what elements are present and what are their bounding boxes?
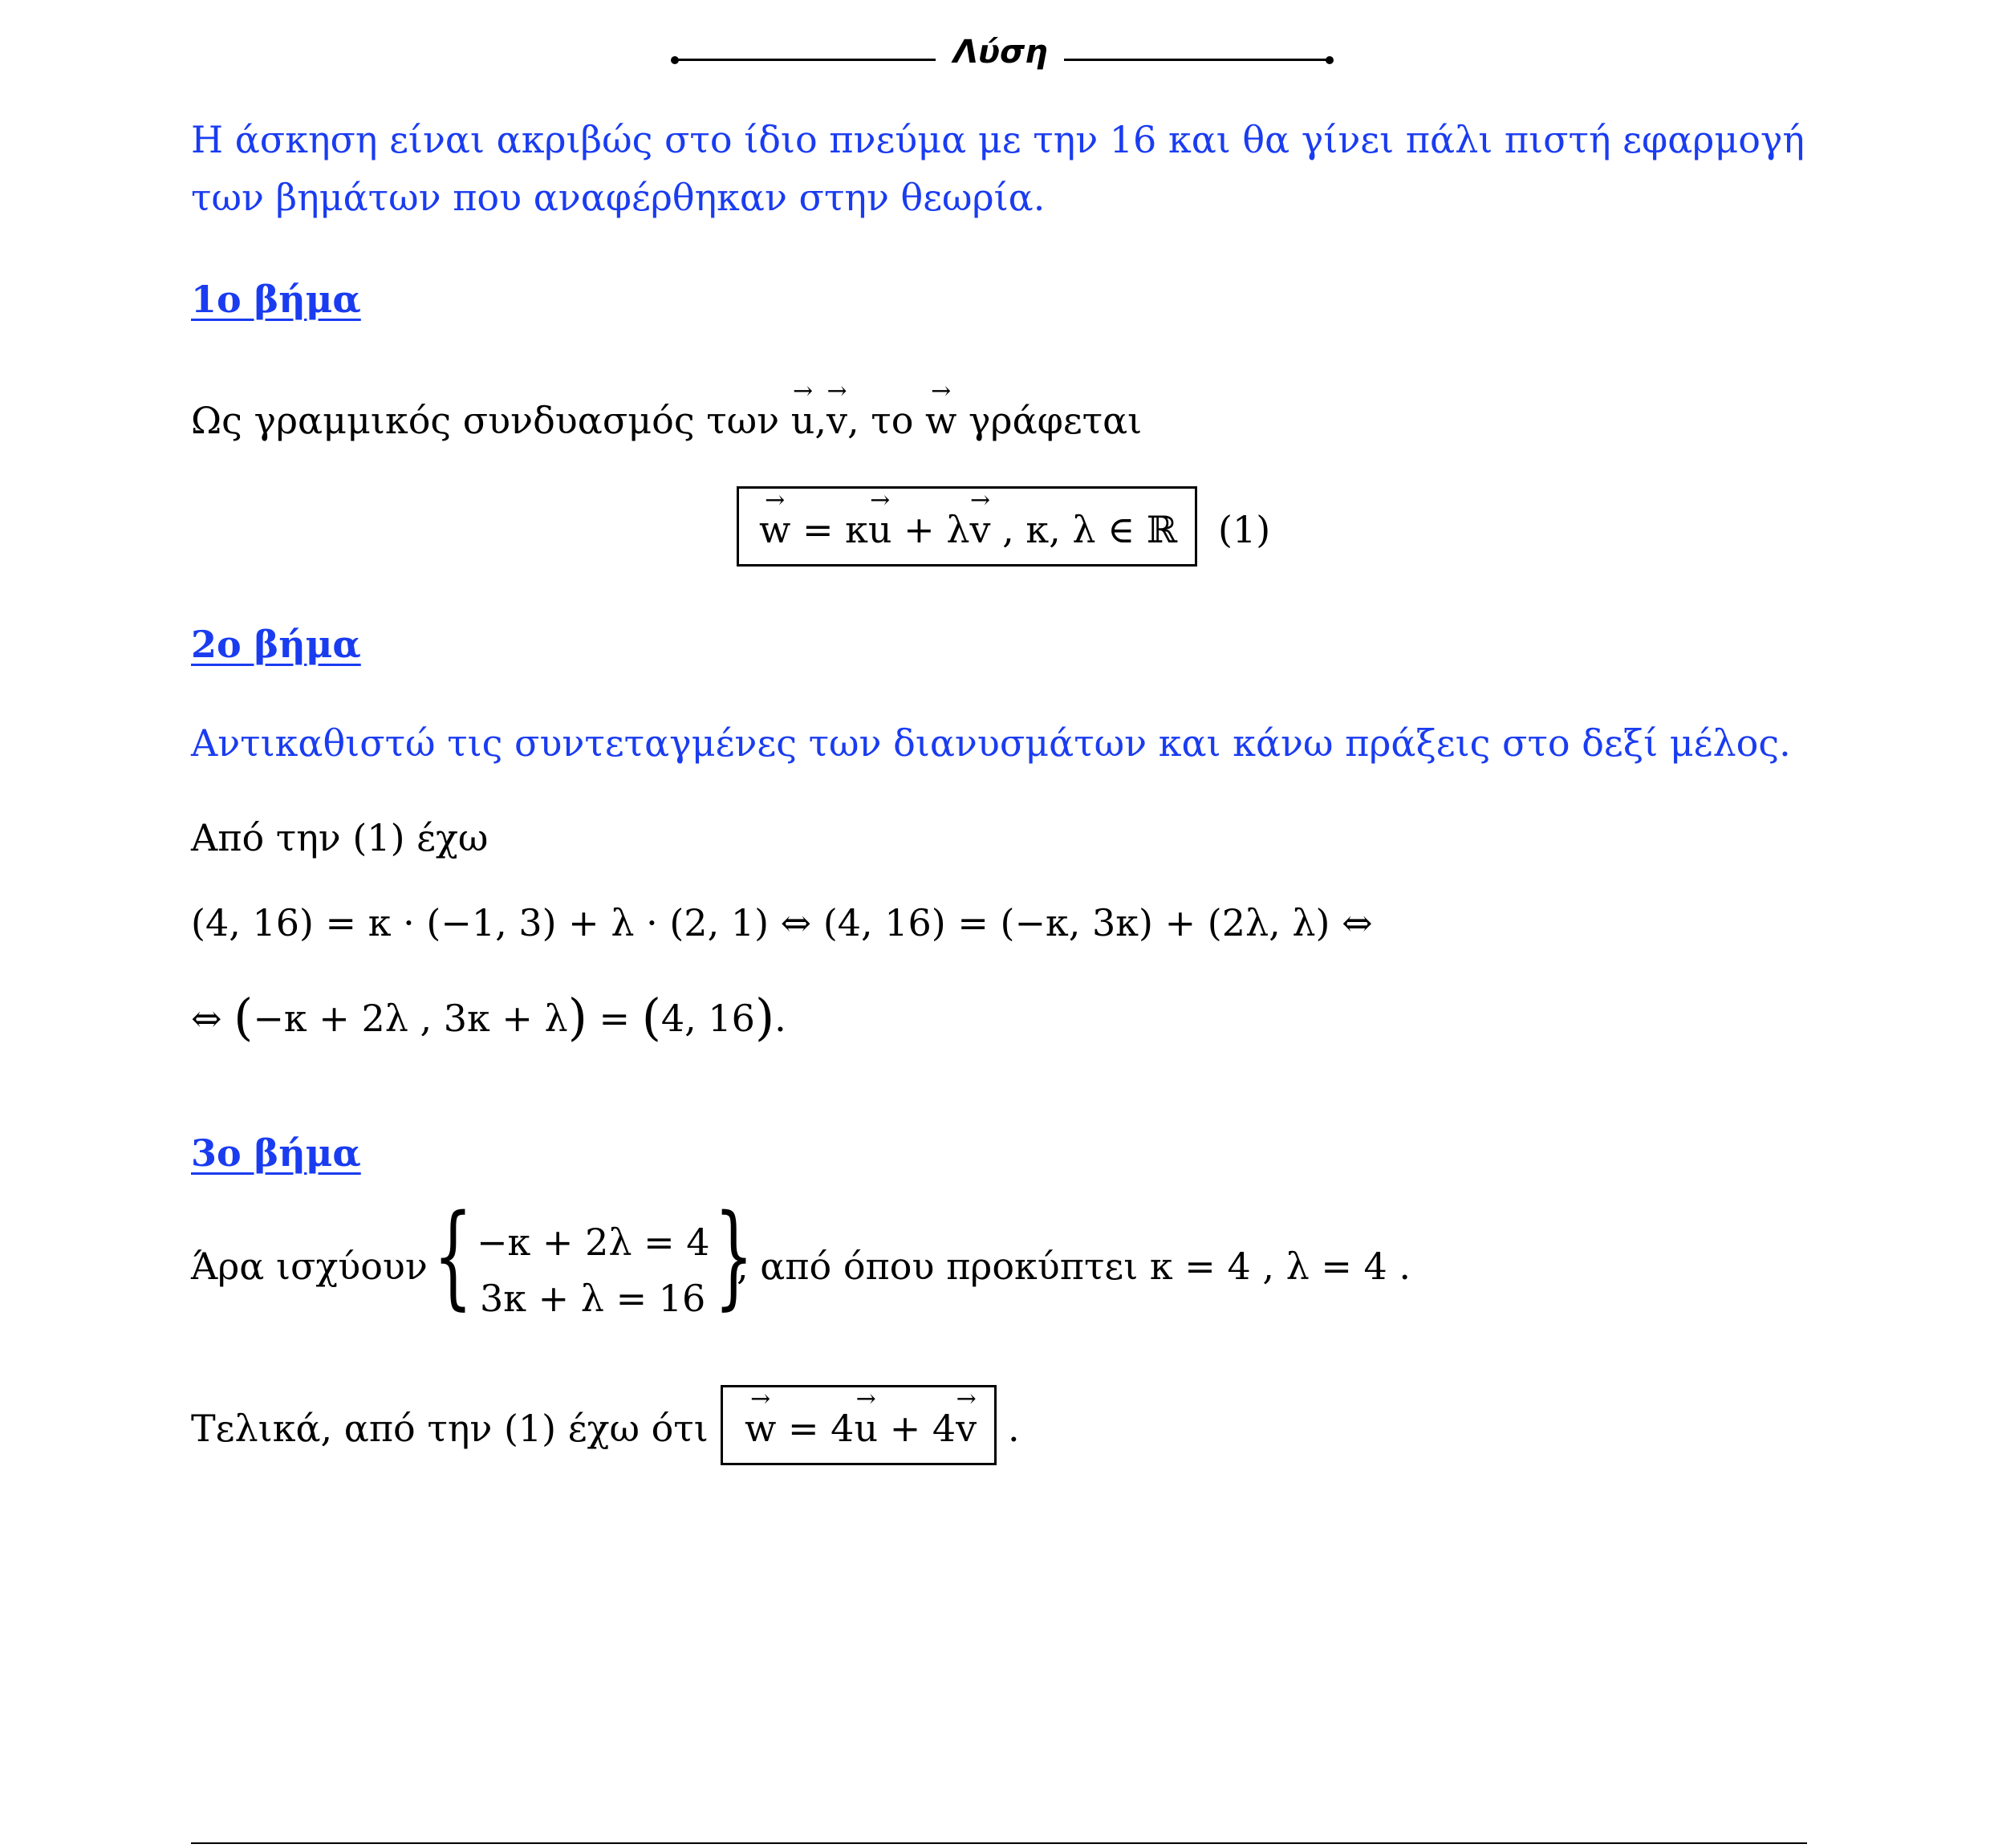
vector-w: → w xyxy=(759,507,790,552)
final-equation xyxy=(745,1406,977,1451)
final-text: Τελικά, από την (1) έχω ότι xyxy=(191,1407,709,1450)
step-1-text-mid: , το xyxy=(847,399,926,442)
equation-2-left: −κ + 2λ , 3κ + λ xyxy=(253,997,568,1040)
equation-1-label: (1) xyxy=(1218,508,1271,551)
header-rule-right xyxy=(1064,59,1330,61)
equation-1-part: = κ xyxy=(790,508,868,551)
vector-w: → w xyxy=(745,1406,776,1451)
section-title: Λύση xyxy=(953,34,1048,71)
header-dot-right xyxy=(1326,56,1334,64)
comma: , xyxy=(814,399,827,442)
vector-w: → w xyxy=(925,398,956,443)
equation-2-eq: = xyxy=(587,997,642,1040)
vector-u: → u xyxy=(854,1406,878,1451)
equation-2-end: . xyxy=(774,997,786,1040)
vector-u: → u xyxy=(868,507,892,552)
equation-1-part: + λ xyxy=(891,508,970,551)
vector-v: → v xyxy=(826,398,847,443)
equation-2-right: 4, 16 xyxy=(660,997,755,1040)
final-eq-part: + 4 xyxy=(878,1407,956,1450)
vector-v: → v xyxy=(970,507,991,552)
intro-line-2: των βημάτων που αναφέρθηκαν στην θεωρία. xyxy=(191,176,1046,219)
step-2-equation-1: (4, 16) = κ · (−1, 3) + λ · (2, 1) ⇔ (4, 16) = (−κ, 3κ) + (2λ, λ) ⇔ xyxy=(191,901,1373,944)
step-1-heading: 1ο βήμα xyxy=(191,278,361,321)
system-right-brace: } xyxy=(714,1191,754,1322)
step-1-text-before: Ως γραμμικός συνδυασμός των xyxy=(191,399,791,442)
vector-u: → u xyxy=(791,398,815,443)
equation-1-tail: , κ, λ ∈ ℝ xyxy=(990,508,1178,551)
final-eq-part: = 4 xyxy=(776,1407,855,1450)
header-rule-left xyxy=(674,59,936,61)
intro-line-1: Η άσκηση είναι ακριβώς στο ίδιο πνεύμα με την 16 και θα γίνει πάλι πιστή εφαρμογή xyxy=(191,118,1805,161)
step-3-result: , από όπου προκύπτει κ = 4 , λ = 4 . xyxy=(737,1245,1411,1288)
equation-1 xyxy=(759,507,1177,552)
system-row-2: 3κ + λ = 16 xyxy=(480,1277,706,1320)
equivalence-prefix: ⇔ xyxy=(191,997,234,1040)
step-1-sentence xyxy=(191,398,1142,443)
step-2-note: Αντικαθιστώ τις συντεταγμένες των διανυσμάτων και κάνω πράξεις στο δεξί μέλος. xyxy=(191,721,1791,765)
step-2-equation-2: ⇔ (−κ + 2λ , 3κ + λ) = (4, 16). xyxy=(191,988,786,1046)
final-end: . xyxy=(1008,1407,1020,1450)
step-3-heading: 3ο βήμα xyxy=(191,1131,361,1175)
step-1-text-after: γράφεται xyxy=(956,399,1143,442)
bottom-rule xyxy=(191,1842,1807,1844)
step-3-lead: Άρα ισχύουν xyxy=(191,1245,428,1288)
step-2-from: Από την (1) έχω xyxy=(191,816,489,859)
step-2-heading: 2ο βήμα xyxy=(191,623,361,666)
system-left-brace: { xyxy=(433,1191,473,1322)
system-row-1: −κ + 2λ = 4 xyxy=(477,1220,710,1264)
vector-v: → v xyxy=(956,1406,977,1451)
